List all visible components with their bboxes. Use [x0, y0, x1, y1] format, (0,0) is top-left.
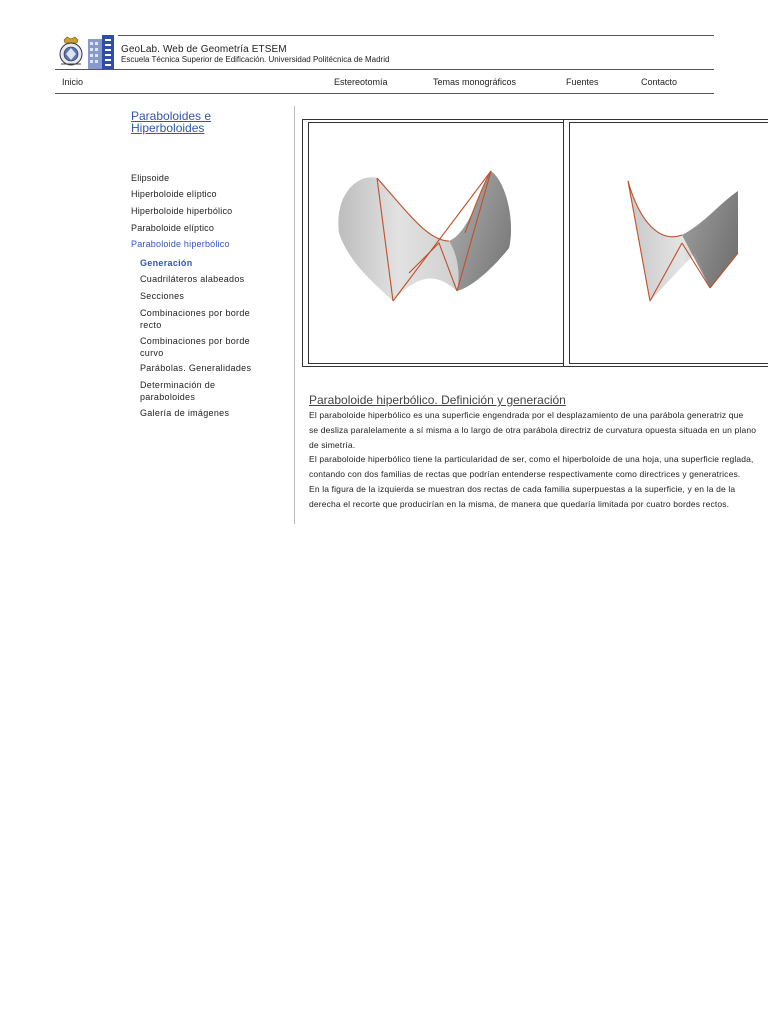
nav-estereotomia[interactable]: Estereotomía — [334, 77, 388, 87]
subitem-parabolas-generalidades[interactable]: Parábolas. Generalidades — [140, 363, 252, 373]
sidebar-item-paraboloide-hiperbolico[interactable]: Paraboloide hiperbólico — [131, 239, 230, 249]
sidebar-item-hiperboloide-eliptico[interactable]: Hiperboloide elíptico — [131, 189, 217, 199]
paraboloid-straight-edges — [570, 123, 768, 363]
site-subtitle: Escuela Técnica Superior de Edificación. Universidad Politécnica de Madrid — [121, 55, 390, 64]
figure-inner-border-2 — [569, 122, 768, 364]
subitem-cuadrilateros-alabeados[interactable]: Cuadriláteros alabeados — [140, 274, 245, 284]
subitem-determinacion-paraboloides[interactable]: Determinación de paraboloides — [140, 380, 216, 402]
figure-paraboloid-cropped — [563, 119, 768, 367]
sidebar-item-hiperboloide-hiperbolico[interactable]: Hiperboloide hiperbólico — [131, 206, 233, 216]
subitem-combinaciones-borde-recto[interactable]: Combinaciones por borde recto — [140, 308, 250, 330]
subitem-galeria-imagenes[interactable]: Galería de imágenes — [140, 408, 230, 418]
article-line: se desliza paralelamente a sí misma a lo largo de otra parábola directriz de curvatura opuesta situada en un plano — [309, 425, 757, 435]
nav-inicio[interactable]: Inicio — [62, 77, 84, 87]
subitem-generacion[interactable]: Generación — [140, 258, 193, 268]
figure-paraboloid-lines — [302, 119, 565, 367]
article-line: de simetría. — [309, 440, 356, 450]
nav-temas-monograficos[interactable]: Temas monográficos — [433, 77, 517, 87]
figure-inner-border — [308, 122, 564, 364]
article-line: El paraboloide hiperbólico tiene la particularidad de ser, como el hiperboloide de una hoja, una superficie reglada, — [309, 454, 754, 464]
article-line: contando con dos familias de rectas que podrían entenderse respectivamente como directrices y generatrices. — [309, 469, 741, 479]
crest-seal-icon — [57, 36, 85, 68]
sidebar-item-paraboloide-eliptico[interactable]: Paraboloide elíptico — [131, 223, 215, 233]
article-line: derecha el recorte que producirían en la misma, de manera que quedaría limitada por cuatro bordes rectos. — [309, 499, 730, 509]
paraboloid-surface-with-rulings — [309, 123, 563, 363]
sidebar-divider — [294, 106, 295, 524]
subitem-combinaciones-borde-curvo[interactable]: Combinaciones por borde curvo — [140, 336, 250, 358]
nav-contacto[interactable]: Contacto — [641, 77, 678, 87]
article-line: En la figura de la izquierda se muestran dos rectas de cada familia superpuestas a la superficie, y en la de la — [309, 484, 736, 494]
header-top-rule — [118, 35, 714, 36]
building-logo-icon — [88, 35, 114, 69]
sidebar-item-elipsoide[interactable]: Elipsoide — [131, 173, 170, 183]
sidebar-section-title[interactable]: Paraboloides e Hiperboloides — [131, 109, 212, 135]
subitem-secciones[interactable]: Secciones — [140, 291, 185, 301]
nav-fuentes[interactable]: Fuentes — [566, 77, 599, 87]
article-title: Paraboloide hiperbólico. Definición y generación — [309, 393, 566, 407]
article-line: El paraboloide hiperbólico es una superficie engendrada por el desplazamiento de una parábola generatriz que — [309, 410, 744, 420]
header-bottom-rule — [55, 69, 714, 70]
site-title: GeoLab. Web de Geometría ETSEM — [121, 44, 287, 55]
nav-bottom-rule — [55, 93, 714, 94]
